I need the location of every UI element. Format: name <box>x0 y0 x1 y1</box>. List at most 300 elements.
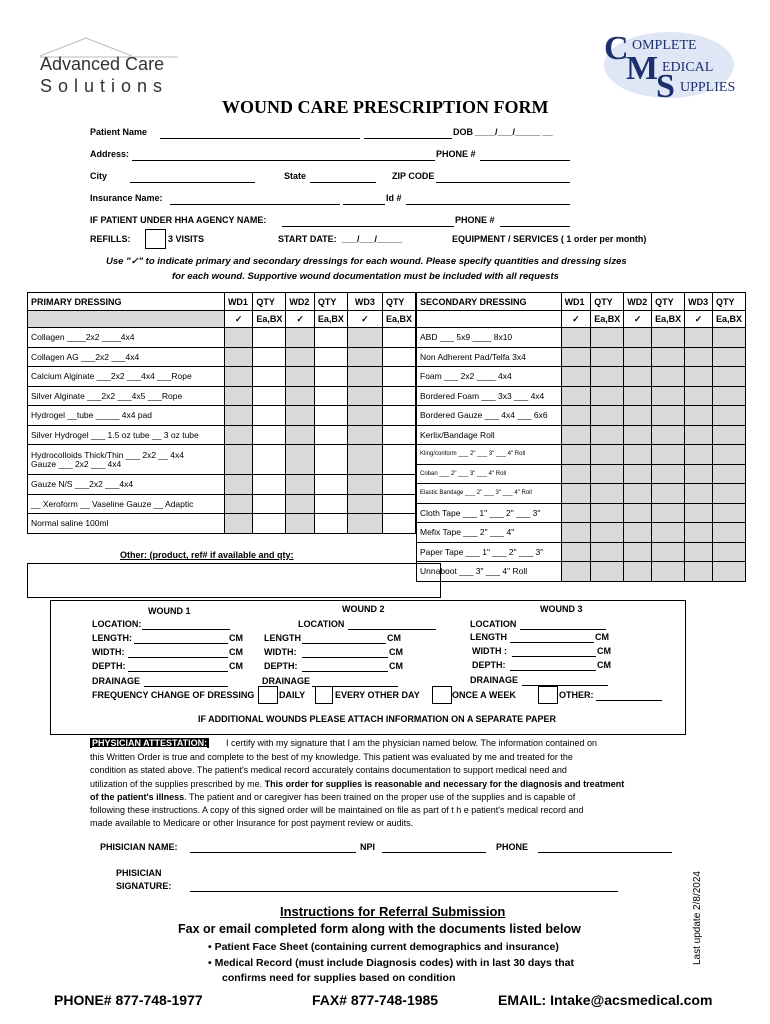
secondary-col-qty3: QTY <box>712 293 745 311</box>
primary-header: PRIMARY DRESSING <box>28 293 225 311</box>
secondary-input-cell[interactable] <box>561 367 591 387</box>
secondary-input-cell[interactable] <box>624 562 652 582</box>
secondary-input-cell[interactable] <box>591 503 624 523</box>
secondary-input-cell[interactable] <box>652 484 685 504</box>
last-update: Last update 2/8/2024 <box>692 871 703 965</box>
logo-line1: OMPLETE <box>632 38 697 53</box>
w2-width-label: WIDTH: <box>264 647 297 657</box>
secondary-input-cell[interactable] <box>685 406 713 426</box>
w2-depth-field[interactable] <box>302 671 388 672</box>
other-freq-label: OTHER: <box>559 690 594 700</box>
secondary-input-cell[interactable] <box>652 523 685 543</box>
secondary-input-cell[interactable] <box>561 562 591 582</box>
attestation-line-4b: This order for supplies is reasonable and necessary for the diagnosis and treatment <box>264 779 625 789</box>
secondary-input-cell[interactable] <box>712 523 745 543</box>
secondary-row-label: Unnaboot ___ 3" ___ 4" Roll <box>417 562 562 582</box>
secondary-input-cell[interactable] <box>652 425 685 445</box>
primary-sub-0: ✓ <box>224 311 252 328</box>
referral-line: Fax or email completed form along with the documents listed below <box>178 922 581 936</box>
w3-length-cm: CM <box>595 632 609 642</box>
primary-col-qty3: QTY <box>382 293 415 311</box>
primary-input-cell[interactable] <box>314 475 347 495</box>
primary-input-cell[interactable] <box>224 494 252 514</box>
physician-phone-label: PHONE <box>496 842 529 852</box>
secondary-input-cell[interactable] <box>712 464 745 484</box>
footer-fax: FAX# 877-748-1985 <box>312 992 439 1008</box>
gauze-label: Gauze ___ 2x2 ___ 4x4 <box>31 458 122 469</box>
secondary-input-cell[interactable] <box>685 328 713 348</box>
secondary-input-cell[interactable] <box>561 386 591 406</box>
primary-row-label: Silver Hydrogel ___ 1.5 oz tube __ 3 oz tube <box>28 425 225 445</box>
state-field[interactable] <box>310 182 376 183</box>
primary-row-label: Hydrogel __tube _____ 4x4 pad <box>28 406 225 426</box>
primary-input-cell[interactable] <box>347 347 382 367</box>
secondary-input-cell[interactable] <box>685 425 713 445</box>
attestation-line-2: this Written Order is true and complete to the best of my knowledge. This patient was evaluated by me and treated for the <box>90 752 573 762</box>
primary-input-cell[interactable] <box>286 406 314 426</box>
secondary-input-cell[interactable] <box>652 503 685 523</box>
secondary-input-cell[interactable] <box>712 347 745 367</box>
primary-input-cell[interactable] <box>253 445 286 475</box>
primary-input-cell[interactable] <box>286 445 314 475</box>
secondary-col-wd3: WD3 <box>685 293 713 311</box>
primary-sub-1: Ea,BX <box>253 311 286 328</box>
w3-location-field[interactable] <box>520 629 606 630</box>
secondary-input-cell[interactable] <box>685 562 713 582</box>
secondary-header: SECONDARY DRESSING <box>417 293 562 311</box>
primary-input-cell[interactable] <box>286 425 314 445</box>
start-date-label: START DATE: <box>278 234 337 244</box>
secondary-input-cell[interactable] <box>591 347 624 367</box>
w2-length-field[interactable] <box>302 643 386 644</box>
primary-input-cell[interactable] <box>253 406 286 426</box>
secondary-input-cell[interactable] <box>712 445 745 465</box>
w1-length-cm: CM <box>229 633 243 643</box>
secondary-input-cell[interactable] <box>591 445 624 465</box>
once-week-checkbox[interactable] <box>432 686 452 704</box>
w1-length-field[interactable] <box>134 643 228 644</box>
zip-field[interactable] <box>436 182 570 183</box>
refills-value: 3 VISITS <box>168 234 205 244</box>
primary-input-cell[interactable] <box>382 445 415 475</box>
secondary-input-cell[interactable] <box>561 503 591 523</box>
secondary-input-cell[interactable] <box>591 386 624 406</box>
secondary-input-cell[interactable] <box>652 347 685 367</box>
primary-input-cell[interactable] <box>347 406 382 426</box>
secondary-input-cell[interactable] <box>561 542 591 562</box>
secondary-row-label: Foam ___ 2x2 ____ 4x4 <box>417 367 562 387</box>
phone-label: PHONE # <box>436 149 476 159</box>
secondary-input-cell[interactable] <box>591 367 624 387</box>
primary-input-cell[interactable] <box>314 367 347 387</box>
w3-width-field[interactable] <box>512 656 596 657</box>
primary-input-cell[interactable] <box>382 347 415 367</box>
secondary-input-cell[interactable] <box>624 484 652 504</box>
instructions-line-1: Use "✓" to indicate primary and secondary dressings for each wound. Please specify quantities and dressing sizes <box>106 256 627 267</box>
secondary-input-cell[interactable] <box>561 484 591 504</box>
secondary-input-cell[interactable] <box>561 425 591 445</box>
primary-input-cell[interactable] <box>314 494 347 514</box>
secondary-input-cell[interactable] <box>652 386 685 406</box>
every-other-day-checkbox[interactable] <box>315 686 333 704</box>
secondary-row-label: Mefix Tape ___ 2" ___ 4" <box>417 523 562 543</box>
attestation-line-6: following these instructions. A copy of this signed order will be maintained on file as part of t h e patient's medical record and <box>90 805 584 815</box>
primary-input-cell[interactable] <box>347 386 382 406</box>
w3-length-label: LENGTH <box>470 632 507 642</box>
secondary-row-label: ABD ___ 5x9 ____ 8x10 <box>417 328 562 348</box>
primary-input-cell[interactable] <box>286 347 314 367</box>
secondary-input-cell[interactable] <box>685 386 713 406</box>
secondary-input-cell[interactable] <box>624 367 652 387</box>
secondary-input-cell[interactable] <box>685 445 713 465</box>
logo-s: S <box>656 68 675 105</box>
primary-input-cell[interactable] <box>382 367 415 387</box>
attestation-line-1: I certify with my signature that I am the physician named below. The information contained on <box>226 738 598 748</box>
w1-depth-label: DEPTH: <box>92 661 126 671</box>
secondary-input-cell[interactable] <box>561 347 591 367</box>
hha-phone-label: PHONE # <box>455 215 495 225</box>
physician-name-field[interactable] <box>190 852 356 853</box>
secondary-input-cell[interactable] <box>624 328 652 348</box>
secondary-input-cell[interactable] <box>712 406 745 426</box>
table-row <box>28 445 416 475</box>
primary-input-cell[interactable] <box>224 406 252 426</box>
table-row <box>28 475 416 495</box>
secondary-input-cell[interactable] <box>561 406 591 426</box>
primary-input-cell[interactable] <box>286 514 314 534</box>
insurance-field[interactable] <box>170 204 340 205</box>
secondary-input-cell[interactable] <box>624 503 652 523</box>
primary-input-cell[interactable] <box>382 514 415 534</box>
secondary-input-cell[interactable] <box>624 347 652 367</box>
secondary-input-cell[interactable] <box>712 367 745 387</box>
patient-name-field-2[interactable] <box>364 138 452 139</box>
secondary-input-cell[interactable] <box>624 445 652 465</box>
logo-line2: EDICAL <box>662 60 714 75</box>
secondary-col-qty2: QTY <box>652 293 685 311</box>
primary-input-cell[interactable] <box>224 445 252 475</box>
secondary-sub-4: ✓ <box>685 311 713 328</box>
secondary-input-cell[interactable] <box>652 445 685 465</box>
primary-input-cell[interactable] <box>347 445 382 475</box>
secondary-input-cell[interactable] <box>652 367 685 387</box>
primary-input-cell[interactable] <box>347 367 382 387</box>
hha-phone-field[interactable] <box>500 226 570 227</box>
refills-checkbox[interactable] <box>145 229 166 249</box>
start-date-field[interactable]: ___/___/_____ <box>342 234 403 244</box>
physician-phone-field[interactable] <box>538 852 672 853</box>
primary-input-cell[interactable] <box>347 514 382 534</box>
attestation-line-4a: utilization of the supplies prescribed by me. <box>90 779 265 789</box>
w1-width-field[interactable] <box>128 657 228 658</box>
secondary-input-cell[interactable] <box>652 542 685 562</box>
primary-input-cell[interactable] <box>314 328 347 348</box>
daily-checkbox[interactable] <box>258 686 278 704</box>
hydrocolloids-label: Hydrocolloids Thick/Thin ___ 2x2 __ 4x4 <box>31 449 184 460</box>
primary-sub-4: ✓ <box>347 311 382 328</box>
primary-input-cell[interactable] <box>347 475 382 495</box>
frequency-label: FREQUENCY CHANGE OF DRESSING <box>92 690 255 700</box>
primary-input-cell[interactable] <box>224 347 252 367</box>
zip-label: ZIP CODE <box>392 171 435 181</box>
footer-phone: PHONE# 877-748-1977 <box>54 992 203 1008</box>
secondary-input-cell[interactable] <box>652 406 685 426</box>
primary-input-cell[interactable] <box>253 367 286 387</box>
logo-m: M <box>626 50 659 87</box>
secondary-input-cell[interactable] <box>624 425 652 445</box>
primary-input-cell[interactable] <box>382 494 415 514</box>
primary-input-cell[interactable] <box>347 328 382 348</box>
primary-row-label: Normal saline 100ml <box>28 514 225 534</box>
primary-col-wd1: WD1 <box>224 293 252 311</box>
secondary-input-cell[interactable] <box>561 523 591 543</box>
table-row <box>417 562 746 582</box>
attestation-line-3: condition as stated above. The patient's medical record accurately contains documentation to support medical need and <box>90 765 567 775</box>
referral-bullet-1: • Patient Face Sheet (containing current demographics and insurance) <box>208 941 559 953</box>
primary-input-cell[interactable] <box>382 386 415 406</box>
secondary-input-cell[interactable] <box>712 484 745 504</box>
secondary-sub-1: Ea,BX <box>591 311 624 328</box>
table-row <box>417 406 746 426</box>
primary-input-cell[interactable] <box>382 328 415 348</box>
secondary-input-cell[interactable] <box>591 523 624 543</box>
primary-input-cell[interactable] <box>314 406 347 426</box>
primary-input-cell[interactable] <box>224 475 252 495</box>
primary-input-cell[interactable] <box>286 494 314 514</box>
secondary-row-label: Elastic Bandage ___ 2" ___ 3" ___ 4" Roll <box>417 484 562 504</box>
w2-length-cm: CM <box>387 633 401 643</box>
table-row <box>417 464 746 484</box>
primary-row-label: Calcium Alginate ___2x2 ___4x4 ___Rope <box>28 367 225 387</box>
primary-input-cell[interactable] <box>253 425 286 445</box>
table-row <box>417 425 746 445</box>
primary-input-cell[interactable] <box>253 347 286 367</box>
secondary-input-cell[interactable] <box>591 542 624 562</box>
other-freq-field[interactable] <box>596 700 662 701</box>
secondary-input-cell[interactable] <box>685 503 713 523</box>
secondary-row-label: Non Adherent Pad/Telfa 3x4 <box>417 347 562 367</box>
secondary-sub-3: Ea,BX <box>652 311 685 328</box>
secondary-input-cell[interactable] <box>712 503 745 523</box>
secondary-input-cell[interactable] <box>685 523 713 543</box>
primary-input-cell[interactable] <box>314 425 347 445</box>
w1-location-label: LOCATION: <box>92 619 142 629</box>
primary-input-cell[interactable] <box>382 406 415 426</box>
logo-text-line1: Advanced Care <box>40 54 165 74</box>
primary-input-cell[interactable] <box>286 367 314 387</box>
w2-drainage-label: DRAINAGE <box>262 676 311 686</box>
primary-input-cell[interactable] <box>224 367 252 387</box>
w1-drainage-field[interactable] <box>144 686 228 687</box>
id-field[interactable] <box>406 204 570 205</box>
primary-row-label: Collagen ____2x2 ____4x4 <box>28 328 225 348</box>
additional-wounds-note: IF ADDITIONAL WOUNDS PLEASE ATTACH INFORMATION ON A SEPARATE PAPER <box>198 714 556 724</box>
primary-input-cell[interactable] <box>253 514 286 534</box>
secondary-input-cell[interactable] <box>591 425 624 445</box>
attestation-line-7: made available to Medicare or other Insurance for post payment review or audits. <box>90 818 414 828</box>
attestation-heading: PHYSICIAN ATTESTATION: <box>92 738 208 748</box>
secondary-input-cell[interactable] <box>561 445 591 465</box>
w2-depth-cm: CM <box>389 661 403 671</box>
primary-input-cell[interactable] <box>224 425 252 445</box>
secondary-sub-5: Ea,BX <box>712 311 745 328</box>
signature-field[interactable] <box>190 891 618 892</box>
secondary-input-cell[interactable] <box>624 386 652 406</box>
table-row <box>417 484 746 504</box>
w2-width-field[interactable] <box>302 657 388 658</box>
secondary-input-cell[interactable] <box>591 328 624 348</box>
primary-input-cell[interactable] <box>286 328 314 348</box>
phone-field[interactable] <box>480 160 570 161</box>
primary-input-cell[interactable] <box>224 328 252 348</box>
secondary-input-cell[interactable] <box>624 464 652 484</box>
secondary-input-cell[interactable] <box>712 386 745 406</box>
primary-input-cell[interactable] <box>347 425 382 445</box>
w1-width-label: WIDTH: <box>92 647 125 657</box>
primary-input-cell[interactable] <box>286 386 314 406</box>
secondary-row-label: Kling/conform ___ 2" ___ 3" ___ 4" Roll <box>417 445 562 465</box>
hha-field[interactable] <box>282 226 454 227</box>
primary-input-cell[interactable] <box>224 514 252 534</box>
primary-input-cell[interactable] <box>224 386 252 406</box>
footer-email[interactable]: EMAIL: Intake@acsmedical.com <box>498 992 713 1008</box>
secondary-input-cell[interactable] <box>624 542 652 562</box>
secondary-row-label: Cloth Tape ___ 1" ___ 2" ___ 3" <box>417 503 562 523</box>
secondary-input-cell[interactable] <box>561 464 591 484</box>
secondary-input-cell[interactable] <box>712 542 745 562</box>
secondary-input-cell[interactable] <box>561 328 591 348</box>
logo-line3: UPPLIES <box>680 80 736 95</box>
w1-depth-field[interactable] <box>128 671 228 672</box>
primary-input-cell[interactable] <box>253 328 286 348</box>
npi-field[interactable] <box>382 852 486 853</box>
other-input[interactable] <box>27 563 441 598</box>
insurance-label: Insurance Name: <box>90 193 163 203</box>
secondary-row-label: Bordered Gauze ___ 4x4 ___ 6x6 <box>417 406 562 426</box>
primary-input-cell[interactable] <box>382 475 415 495</box>
daily-label: DAILY <box>279 690 306 700</box>
primary-col-qty2: QTY <box>314 293 347 311</box>
secondary-input-cell[interactable] <box>652 464 685 484</box>
attestation-line-5b: . The patient and or caregiver has been trained on the proper use of the supplies and is capable of <box>184 792 576 802</box>
w2-width-cm: CM <box>389 647 403 657</box>
primary-input-cell[interactable] <box>253 386 286 406</box>
w1-location-field[interactable] <box>142 629 230 630</box>
table-row <box>417 503 746 523</box>
w3-depth-cm: CM <box>597 660 611 670</box>
w3-depth-field[interactable] <box>510 670 596 671</box>
secondary-input-cell[interactable] <box>685 464 713 484</box>
table-row <box>417 367 746 387</box>
secondary-input-cell[interactable] <box>591 406 624 426</box>
state-label: State <box>284 171 307 181</box>
primary-sub-5: Ea,BX <box>382 311 415 328</box>
referral-bullet-2b: confirms need for supplies based on condition <box>222 972 456 984</box>
dob-label: DOB <box>453 127 473 137</box>
primary-input-cell[interactable] <box>382 425 415 445</box>
table-row <box>28 514 416 534</box>
primary-input-cell[interactable] <box>314 386 347 406</box>
every-other-day-label: EVERY OTHER DAY <box>335 690 420 700</box>
table-row <box>28 425 416 445</box>
w3-drainage-field[interactable] <box>522 685 608 686</box>
primary-input-cell[interactable] <box>347 494 382 514</box>
primary-input-cell[interactable] <box>314 445 347 475</box>
secondary-row-label: Bordered Foam ___ 3x3 ___ 4x4 <box>417 386 562 406</box>
table-row <box>28 494 416 514</box>
secondary-input-cell[interactable] <box>591 464 624 484</box>
secondary-input-cell[interactable] <box>652 562 685 582</box>
secondary-input-cell[interactable] <box>591 484 624 504</box>
secondary-input-cell[interactable] <box>591 562 624 582</box>
secondary-row-label: Coban ___ 2" ___ 3" ___ 4" Roll <box>417 464 562 484</box>
secondary-sub-2: ✓ <box>624 311 652 328</box>
table-row <box>417 542 746 562</box>
table-row <box>28 406 416 426</box>
secondary-input-cell[interactable] <box>624 406 652 426</box>
wound2-title: WOUND 2 <box>342 604 385 614</box>
instructions-line-2: for each wound. Supportive wound documentation must be included with all requests <box>172 271 559 282</box>
secondary-input-cell[interactable] <box>712 562 745 582</box>
secondary-input-cell[interactable] <box>685 367 713 387</box>
secondary-sub-0: ✓ <box>561 311 591 328</box>
attestation-line-5a: of the patient's illness <box>90 792 185 802</box>
w3-length-field[interactable] <box>510 642 594 643</box>
secondary-input-cell[interactable] <box>685 542 713 562</box>
address-field[interactable] <box>132 160 435 161</box>
city-field[interactable] <box>130 182 255 183</box>
secondary-input-cell[interactable] <box>685 347 713 367</box>
secondary-input-cell[interactable] <box>712 328 745 348</box>
refills-label: REFILLS: <box>90 234 131 244</box>
w2-location-field[interactable] <box>348 629 436 630</box>
table-row <box>28 386 416 406</box>
secondary-input-cell[interactable] <box>712 425 745 445</box>
signature-label-2: SIGNATURE: <box>116 881 172 891</box>
attestation-line-5 <box>90 792 575 802</box>
patient-name-field[interactable] <box>160 138 360 139</box>
primary-input-cell[interactable] <box>253 494 286 514</box>
npi-label: NPI <box>360 842 376 852</box>
table-row <box>28 367 416 387</box>
primary-row-label: __ Xeroform __ Vaseline Gauze __ Adaptic <box>28 494 225 514</box>
primary-input-cell[interactable] <box>314 347 347 367</box>
physician-name-label: PHISICIAN NAME: <box>100 842 178 852</box>
insurance-field-2[interactable] <box>343 204 385 205</box>
secondary-row-label: Paper Tape ___ 1" ___ 2" ___ 3" <box>417 542 562 562</box>
hha-label: IF PATIENT UNDER HHA AGENCY NAME: <box>90 215 267 225</box>
secondary-input-cell[interactable] <box>652 328 685 348</box>
primary-row-label: Gauze N/S ___2x2 ___4x4 <box>28 475 225 495</box>
w3-width-label: WIDTH : <box>472 646 507 656</box>
secondary-input-cell[interactable] <box>685 484 713 504</box>
signature-label-1: PHISICIAN <box>116 868 162 878</box>
secondary-input-cell[interactable] <box>624 523 652 543</box>
referral-bullet-2: • Medical Record (must include Diagnosis codes) with in last 30 days that <box>208 957 575 969</box>
other-freq-checkbox[interactable] <box>538 686 558 704</box>
address-label: Address: <box>90 149 130 159</box>
secondary-col-wd2: WD2 <box>624 293 652 311</box>
page-title: WOUND CARE PRESCRIPTION FORM <box>222 97 549 117</box>
primary-input-cell[interactable] <box>314 514 347 534</box>
w2-depth-label: DEPTH: <box>264 661 298 671</box>
primary-input-cell[interactable] <box>286 475 314 495</box>
primary-input-cell[interactable] <box>253 475 286 495</box>
primary-row-label: Silver Alginate ___2x2 ___4x5 ___Rope <box>28 386 225 406</box>
referral-heading: Instructions for Referral Submission <box>280 904 506 919</box>
dob-field[interactable]: ____/___/_____ __ <box>475 127 553 137</box>
secondary-row-label: Kerlix/Bandage Roll <box>417 425 562 445</box>
